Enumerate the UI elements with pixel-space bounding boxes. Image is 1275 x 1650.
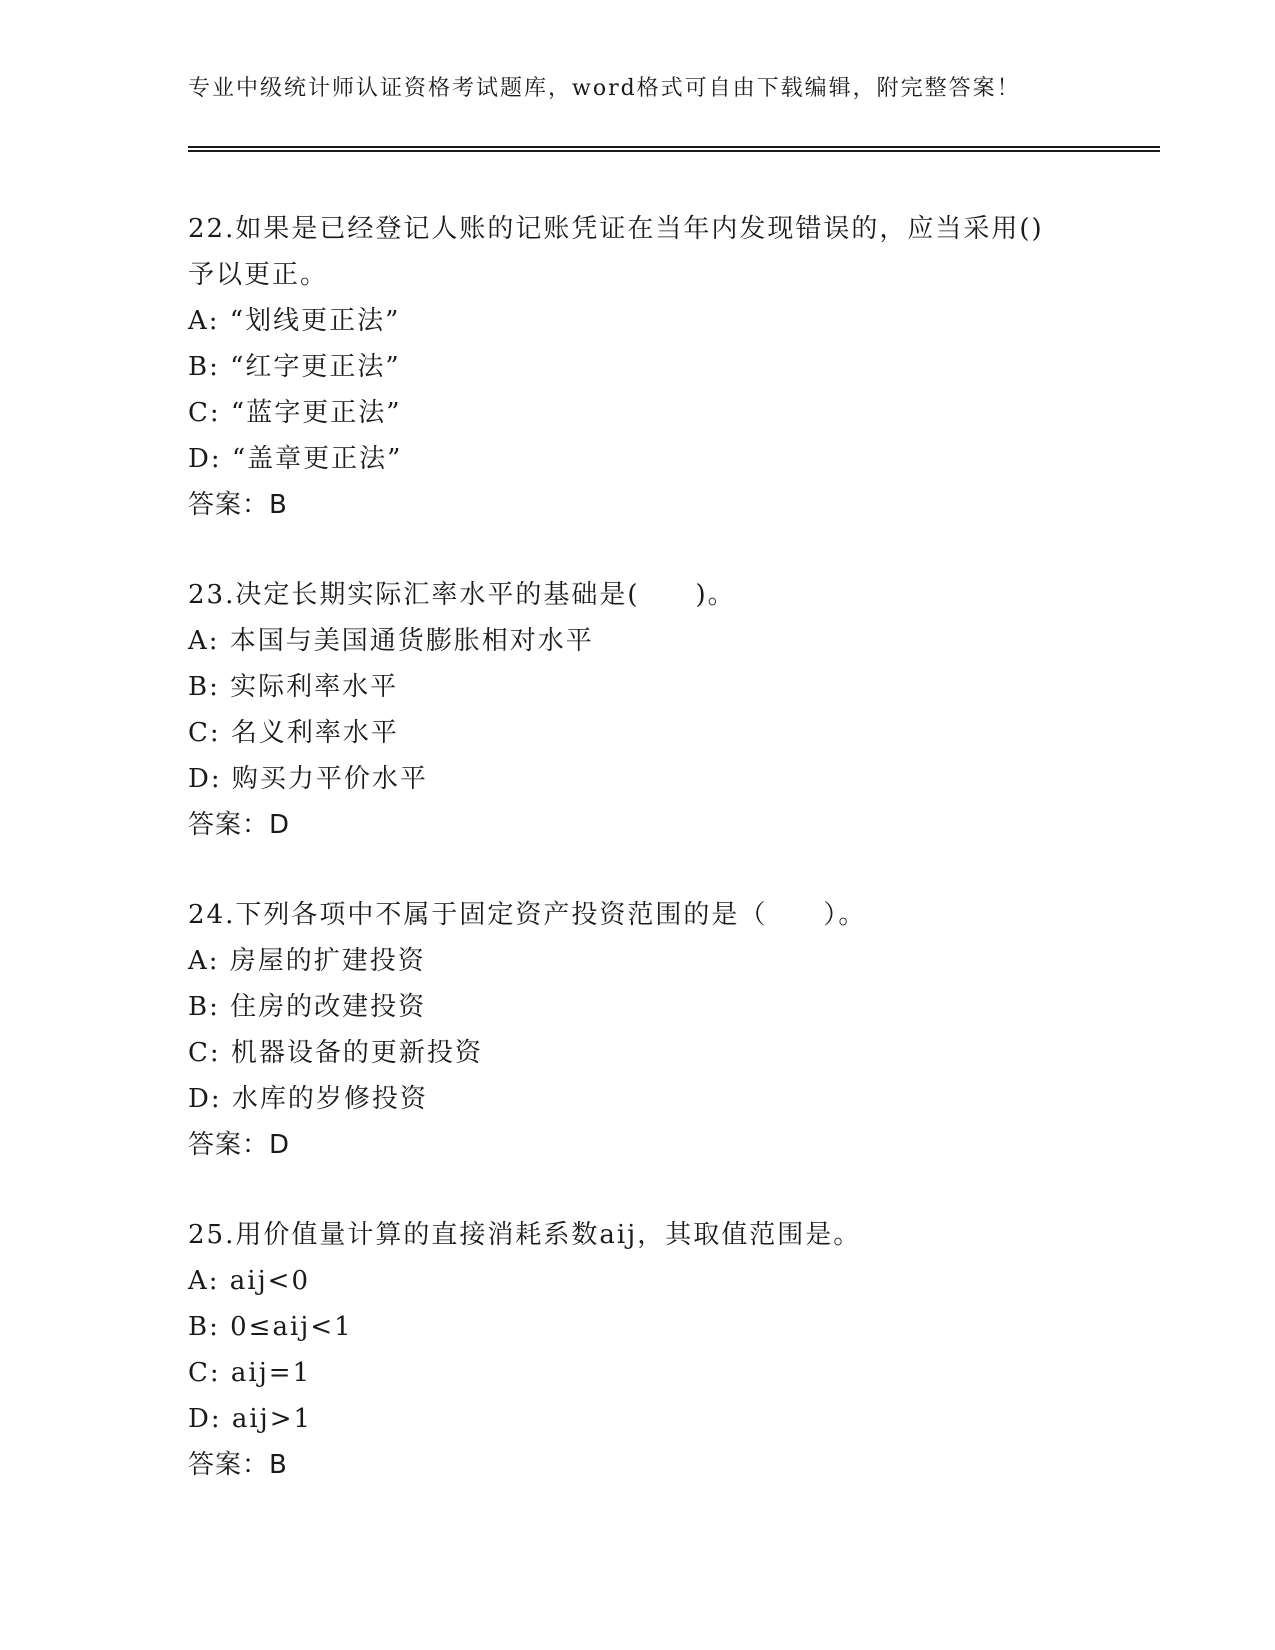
- option-b: B: 住房的改建投资: [188, 992, 427, 1022]
- option-d: D: “盖章更正法”: [188, 444, 403, 474]
- question-stem: 24.下列各项中不属于固定资产投资范围的是（ ）。: [188, 900, 867, 930]
- option-b: B: 实际利率水平: [188, 672, 399, 702]
- question-stem: 予以更正。: [188, 260, 329, 290]
- option-c: C: 机器设备的更新投资: [188, 1038, 483, 1068]
- option-d: D: aij>1: [188, 1404, 313, 1434]
- question-stem: 22.如果是已经登记人账的记账凭证在当年内发现错误的，应当采用(): [188, 214, 1044, 244]
- question-stem: 25.用价值量计算的直接消耗系数aij，其取值范围是。: [188, 1220, 862, 1250]
- question-23: [188, 572, 1088, 848]
- answer-label: 答案：B: [188, 490, 288, 520]
- option-c: C: 名义利率水平: [188, 718, 399, 748]
- option-a: A: 房屋的扩建投资: [188, 946, 426, 976]
- header-double-rule: [188, 146, 1160, 152]
- question-stem: 23.决定长期实际汇率水平的基础是( )。: [188, 580, 736, 610]
- answer-label: 答案：D: [188, 1130, 291, 1160]
- question-list: [188, 206, 1088, 1532]
- option-b: B: “红字更正法”: [188, 352, 401, 382]
- option-a: A: 本国与美国通货膨胀相对水平: [188, 626, 594, 656]
- option-d: D: 水库的岁修投资: [188, 1084, 428, 1114]
- option-c: C: “蓝字更正法”: [188, 398, 402, 428]
- option-a: A: aij<0: [188, 1266, 311, 1296]
- question-25: [188, 1212, 1088, 1488]
- answer-label: 答案：B: [188, 1450, 288, 1480]
- question-22: [188, 206, 1088, 528]
- option-a: A: “划线更正法”: [188, 306, 401, 336]
- option-b: B: 0≤aij<1: [188, 1312, 353, 1342]
- option-c: C: aij=1: [188, 1358, 312, 1388]
- page-header: 专业中级统计师认证资格考试题库，word格式可自由下载编辑，附完整答案！: [188, 76, 1021, 101]
- question-24: [188, 892, 1088, 1168]
- answer-label: 答案：D: [188, 810, 291, 840]
- option-d: D: 购买力平价水平: [188, 764, 428, 794]
